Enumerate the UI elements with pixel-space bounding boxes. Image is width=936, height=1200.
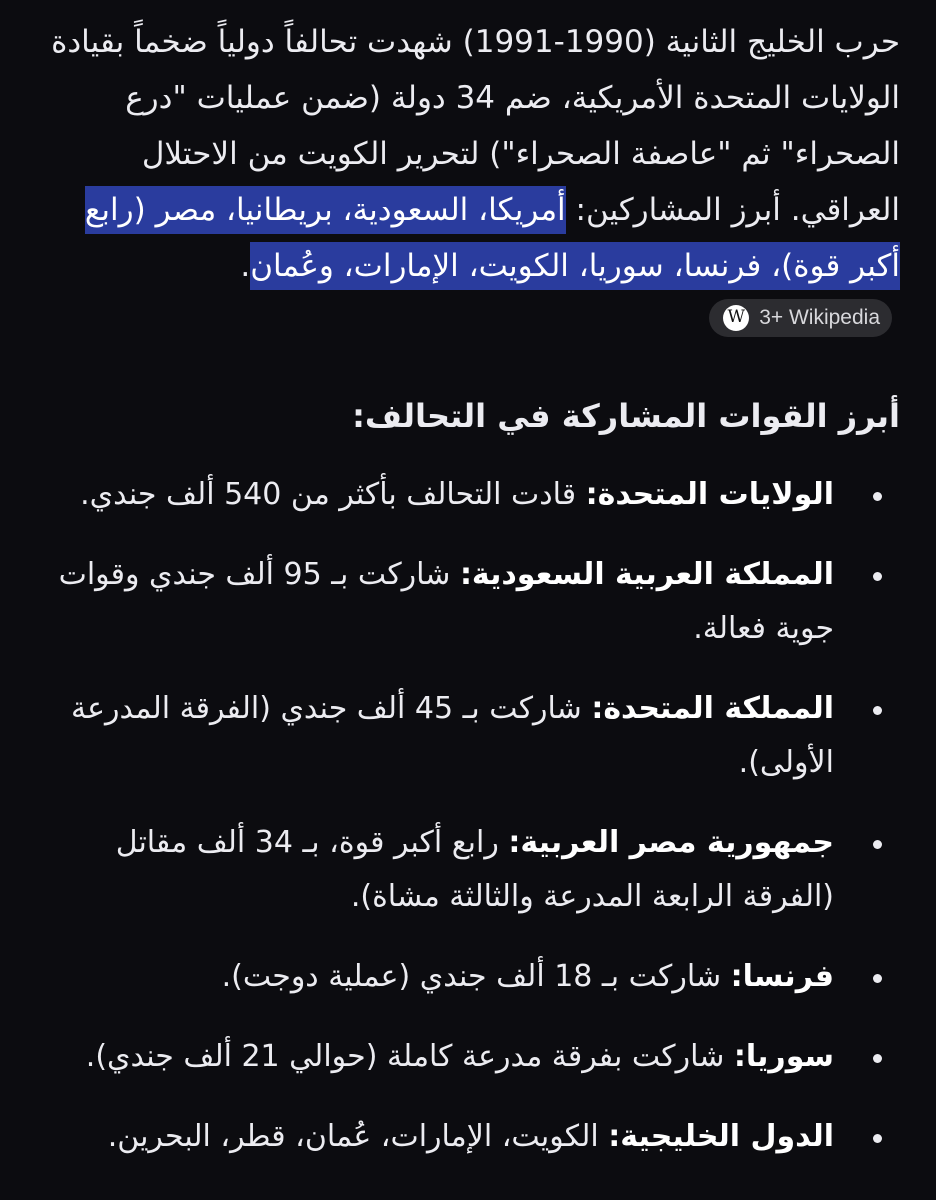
section-title: أبرز القوات المشاركة في التحالف: [352, 397, 900, 435]
force-desc: الكويت، الإمارات، عُمان، قطر، البحرين. [107, 1119, 609, 1154]
force-desc: شاركت بـ 18 ألف جندي (عملية دوجت). [221, 959, 731, 994]
source-label: 3+ Wikipedia [759, 305, 880, 329]
force-name: جمهورية مصر العربية: [508, 825, 834, 860]
force-name: سوريا: [733, 1039, 834, 1074]
intro-paragraph [40, 14, 900, 350]
force-name: الدول الخليجية: [608, 1119, 834, 1154]
bullet-icon [873, 706, 882, 715]
force-desc: شاركت بفرقة مدرعة كاملة (حوالي 21 ألف جندي). [85, 1039, 734, 1074]
force-name: المملكة العربية السعودية: [459, 557, 834, 592]
bullet-icon [873, 1054, 882, 1063]
list-item [40, 816, 900, 924]
bullet-icon [873, 974, 882, 983]
intro-text: حرب الخليج الثانية (1990-1991) شهدت تحالفاً دولياً ضخماً بقيادة الولايات المتحدة الأمريكية، ضم 34 دولة (ضمن عمليات "درع الصحراء" ثم "عاصفة الصحراء") لتحرير الكويت من الاحتلال العراقي. أبرز المشاركين: [51, 24, 900, 228]
force-name: الولايات المتحدة: [585, 477, 834, 512]
list-item [40, 548, 900, 656]
wikipedia-source-pill[interactable] [709, 299, 892, 337]
wikipedia-icon: W [723, 305, 749, 331]
list-item [40, 682, 900, 790]
list-item [40, 1110, 900, 1164]
force-desc: قادت التحالف بأكثر من 540 ألف جندي. [80, 477, 586, 512]
list-item [40, 950, 900, 1004]
force-name: المملكة المتحدة: [591, 691, 834, 726]
bullet-icon [873, 840, 882, 849]
forces-list [40, 468, 900, 1164]
force-desc: شاركت بـ 45 ألف جندي (الفرقة المدرعة الأولى). [71, 691, 834, 780]
bullet-icon [873, 572, 882, 581]
highlighted-text[interactable]: أمريكا، السعودية، بريطانيا، مصر (رابع أكبر قوة)، فرنسا، سوريا، الكويت، الإمارات، وعُمان [85, 186, 900, 290]
list-item [40, 468, 900, 522]
list-item [40, 1030, 900, 1084]
force-desc: شاركت بـ 95 ألف جندي وقوات جوية فعالة. [58, 557, 834, 646]
force-name: فرنسا: [730, 959, 834, 994]
bullet-icon [873, 492, 882, 501]
intro-period: . [240, 248, 251, 284]
force-desc: رابع أكبر قوة، بـ 34 ألف مقاتل (الفرقة الرابعة المدرعة والثالثة مشاة). [115, 825, 834, 914]
bullet-icon [873, 1134, 882, 1143]
